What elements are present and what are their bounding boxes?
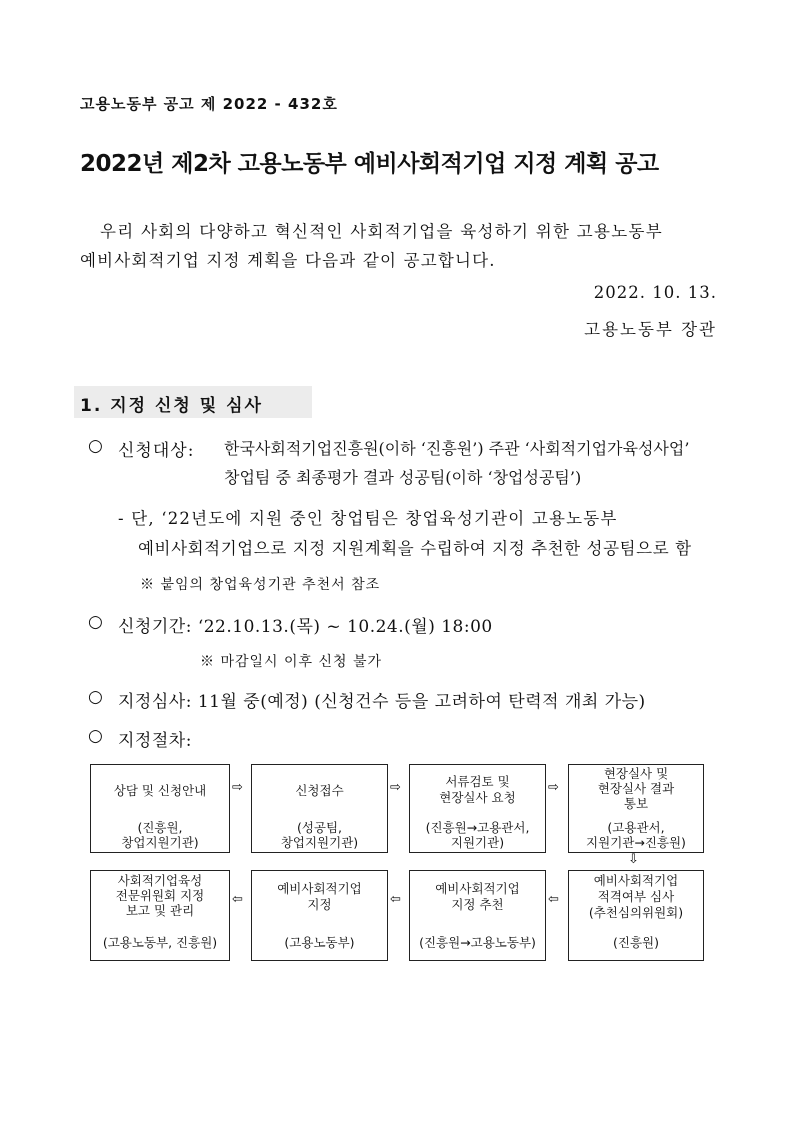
intro-line-1: 우리 사회의 다양하고 혁신적인 사회적기업을 육성하기 위한 고용노동부 <box>100 222 663 241</box>
arrow-left-icon: ⇦ <box>390 892 401 907</box>
target-line-2: 창업팀 중 최종평가 결과 성공팀(이하 ‘창업성공팀’) <box>224 468 582 487</box>
target-exception-line-2: 예비사회적기업으로 지정 지원계획을 수립하여 지정 추천한 성공팀으로 함 <box>138 539 692 558</box>
flow-step-title: 신청접수 <box>295 783 344 798</box>
flow-step-agent: (진흥원→고용노동부) <box>419 935 536 950</box>
arrow-right-icon: ⇨ <box>548 780 559 795</box>
flow-step-agent: 창업지원기관) <box>280 835 359 850</box>
flow-step-title: (추천심의위원회) <box>588 905 684 920</box>
flow-step-agent: (고용노동부) <box>284 935 355 950</box>
target-line-1: 한국사회적기업진흥원(이하 ‘진흥원’) 주관 ‘사회적기업가육성사업’ <box>224 439 690 458</box>
bullet-circle: ○ <box>88 612 103 632</box>
issuer: 고용노동부 장관 <box>584 320 717 339</box>
flow-step-agent: (진흥원, <box>137 820 183 835</box>
flow-step-agent: (진흥원→고용관서, <box>425 820 530 835</box>
flow-step-recommendation <box>409 870 546 961</box>
flow-step-title: 현장실사 결과 <box>597 781 675 796</box>
flow-step-site-inspection <box>568 764 704 853</box>
flow-step-agent: (진흥원) <box>613 935 659 950</box>
flow-step-agent: (고용노동부, 진흥원) <box>102 935 218 950</box>
target-note: ※ 붙임의 창업육성기관 추천서 참조 <box>140 577 381 593</box>
application-period: 신청기간: ‘22.10.13.(목) ~ 10.24.(월) 18:00 <box>118 617 493 637</box>
arrow-down-icon: ⇩ <box>628 852 639 867</box>
flow-step-title: 예비사회적기업 <box>593 873 679 888</box>
flow-step-title: 현장실사 요청 <box>439 790 516 805</box>
flow-step-title: 적격여부 심사 <box>597 889 675 904</box>
arrow-right-icon: ⇨ <box>232 780 243 795</box>
period-note: ※ 마감일시 이후 신청 불가 <box>200 654 383 670</box>
flow-step-title: 지정 <box>307 897 332 912</box>
flow-step-title: 예비사회적기업 <box>277 881 362 896</box>
section-1-title: 1. 지정 신청 및 심사 <box>80 396 263 416</box>
flow-step-title: 통보 <box>623 796 649 811</box>
flow-step-agent: (성공팀, <box>296 820 343 835</box>
flow-step-title: 현장실사 및 <box>603 766 669 781</box>
notice-date: 2022. 10. 13. <box>593 283 717 302</box>
flow-step-document-review <box>409 764 546 853</box>
bullet-circle: ○ <box>88 687 103 707</box>
flow-step-agent: (고용관서, <box>607 820 665 835</box>
intro-line-2: 예비사회적기업 지정 계획을 다음과 같이 공고합니다. <box>80 251 496 270</box>
flow-step-title: 서류검토 및 <box>445 774 510 789</box>
procedure-label: 지정절차: <box>118 731 192 751</box>
bullet-circle: ○ <box>88 726 103 746</box>
flow-step-title: 상담 및 신청안내 <box>113 783 207 798</box>
flow-step-committee-report <box>90 870 230 961</box>
flow-step-agent: 지원기관) <box>450 835 505 850</box>
flow-step-title: 사회적기업육성 <box>117 873 203 888</box>
review-schedule: 지정심사: 11월 중(예정) (신청건수 등을 고려하여 탄력적 개최 가능) <box>118 692 646 712</box>
document-title: 2022년 제2차 고용노동부 예비사회적기업 지정 계획 공고 <box>80 151 659 177</box>
flow-step-eligibility-review <box>568 870 704 961</box>
flow-step-designation <box>251 870 388 961</box>
target-exception-line-1: - 단, ‘22년도에 지원 중인 창업팀은 창업육성기관이 고용노동부 <box>118 509 618 528</box>
flow-step-consult <box>90 764 230 853</box>
flow-step-title: 전문위원회 지정 <box>115 888 205 903</box>
notice-number: 고용노동부 공고 제 2022 - 432호 <box>80 95 338 113</box>
flow-step-title: 지정 추천 <box>451 897 504 912</box>
arrow-left-icon: ⇦ <box>232 892 243 907</box>
arrow-left-icon: ⇦ <box>548 892 559 907</box>
flow-step-title: 예비사회적기업 <box>435 881 520 896</box>
flow-step-agent: 창업지원기관) <box>121 835 199 850</box>
target-label: 신청대상: <box>118 441 195 461</box>
flow-step-title: 보고 및 관리 <box>125 903 195 918</box>
arrow-right-icon: ⇨ <box>390 780 401 795</box>
bullet-circle: ○ <box>88 436 103 456</box>
flow-step-agent: 지원기관→진흥원) <box>586 835 686 850</box>
flow-step-receipt <box>251 764 388 853</box>
